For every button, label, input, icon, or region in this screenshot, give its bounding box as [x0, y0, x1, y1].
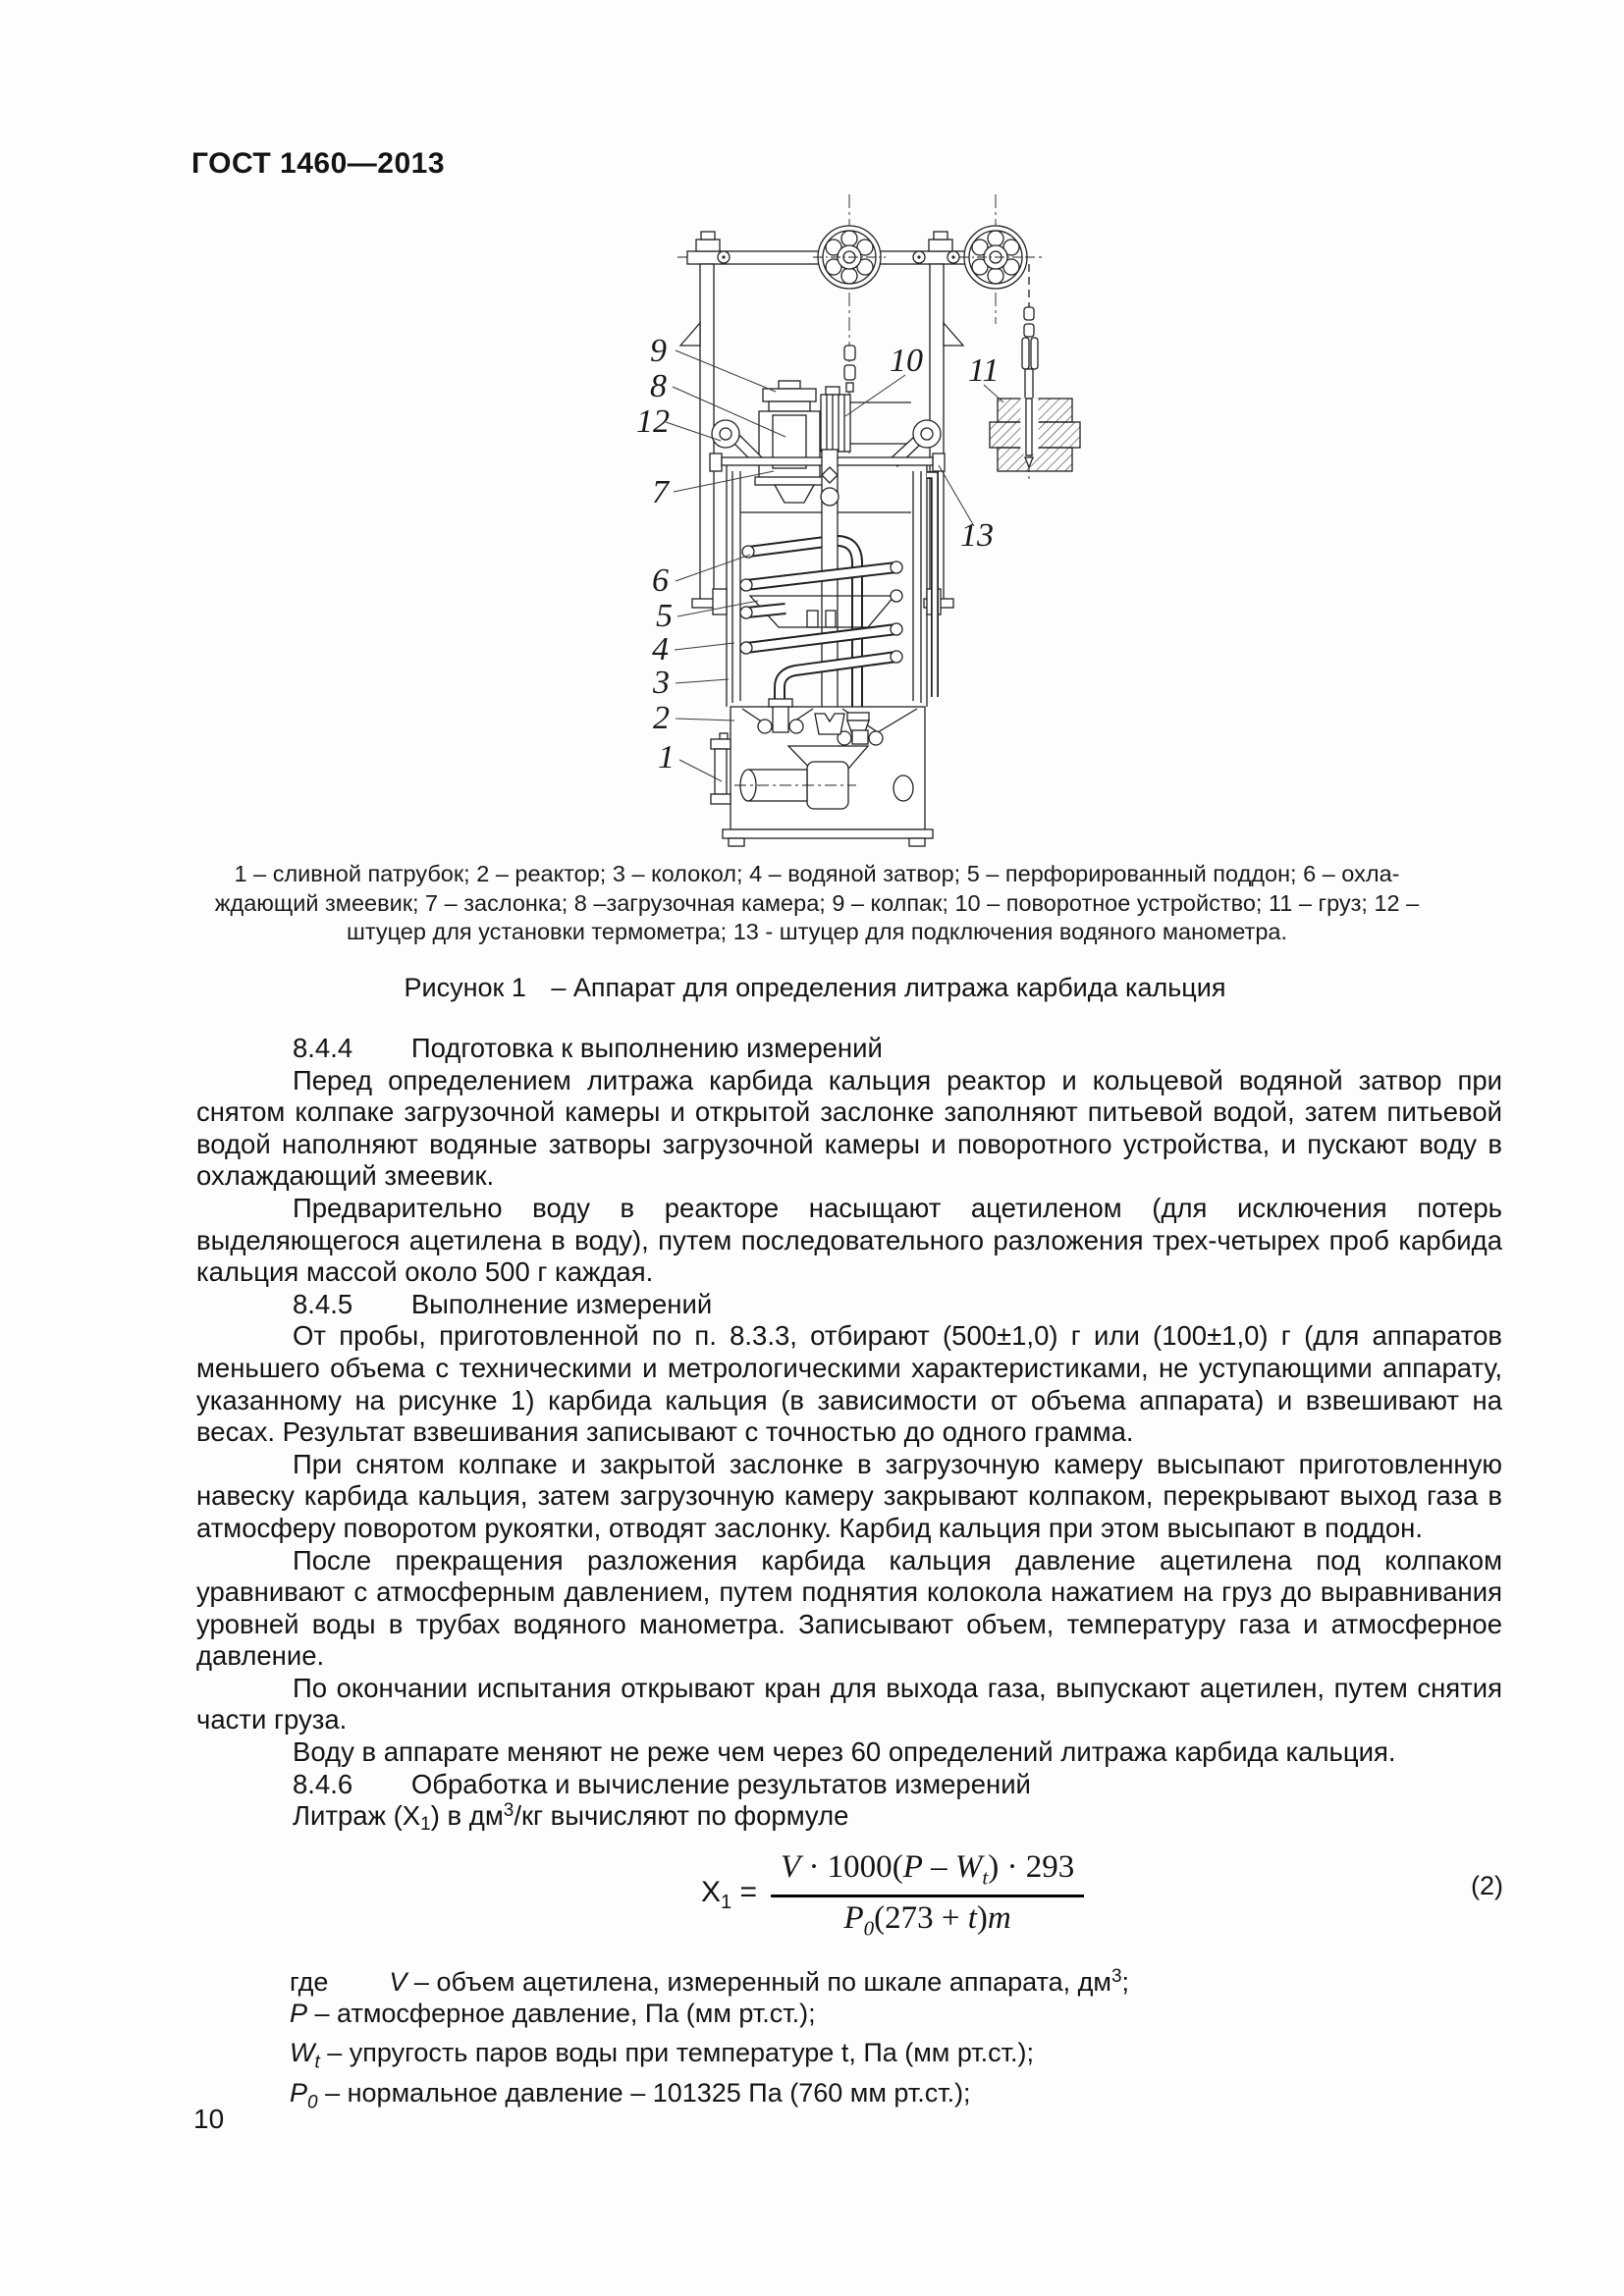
- part-label-10: 10: [890, 343, 923, 379]
- formula-numerator: $V \cdot 1000(P - W_t) \cdot 293$: [781, 1849, 1075, 1890]
- symbol-Wt: W: [290, 2038, 315, 2068]
- where-line: $P_0$ – нормальное давление – 101325 Па (760 мм рт.ст.);: [290, 2078, 971, 2113]
- symbol-P: P: [290, 1998, 308, 2028]
- section-number: 8.4.5: [293, 1288, 353, 1319]
- formula-intro: [196, 1800, 1502, 1836]
- section-number: 8.4.4: [293, 1033, 353, 1063]
- part-label-7: 7: [652, 474, 669, 510]
- part-label-3: 3: [653, 665, 670, 701]
- paragraph: Перед определением литража карбида кальция реактор и кольцевой водяной затвор при снятом колпаке загрузочной камеры и открытой заслонке заполняют питьевой водой, затем питьевой водой наполняют водяные затворы загрузочной камеры и поворотного устройства, и пускают воду в охлаждающий змеевик.: [196, 1064, 1502, 1192]
- pulley-left-icon: [813, 226, 886, 289]
- section-heading-844: [196, 1033, 1502, 1065]
- doc-code: ГОСТ 1460—2013: [191, 147, 446, 180]
- part-label-9: 9: [650, 333, 667, 369]
- formula-symbol: X: [701, 1876, 722, 1909]
- section-title: Выполнение измерений: [410, 1288, 713, 1319]
- section-heading-846: [196, 1769, 1502, 1801]
- body-text: [196, 1033, 1502, 1836]
- part-label-4: 4: [652, 631, 669, 667]
- where-label: где: [290, 1967, 329, 1997]
- paragraph: При снятом колпаке и закрытой заслонке в загрузочную камеру высыпают приготовленную навеску карбида кальция, затем загрузочную камеру закрывают колпаком, перекрывают выход газа в атмосферу поворотом рукоятки, отводят заслонку. Карбид кальция при этом высыпают в поддон.: [196, 1448, 1502, 1543]
- part-label-11: 11: [968, 352, 1000, 389]
- part-label-13: 13: [960, 517, 994, 554]
- formula-intro-text: Литраж (X: [293, 1800, 421, 1832]
- part-label-12: 12: [636, 403, 670, 440]
- part-label-6: 6: [652, 562, 669, 599]
- figure-title-label: Рисунок 1: [404, 973, 526, 1002]
- paragraph: От пробы, приготовленной по п. 8.3.3, отбирают (500±1,0) г или (100±1,0) г (для аппаратов меньшего объема с техническими и метрологическими характеристиками, не уступающими аппарату, указанному на рисунке 1) карбида кальция (в зависимости от объема аппарата) и взвешивают на весах. Результат взвешивания записывают с точностью до одного грамма.: [196, 1320, 1502, 1448]
- formula-intro-text: ) в дм: [430, 1800, 504, 1832]
- section-number: 8.4.6: [293, 1768, 353, 1799]
- superscript: 3: [503, 1800, 514, 1822]
- figure-diagram: [550, 137, 1178, 869]
- section-heading-845: [196, 1289, 1502, 1321]
- part-label-8: 8: [650, 368, 667, 404]
- subscript: 1: [721, 1892, 732, 1914]
- section-title: Подготовка к выполнению измерений: [410, 1033, 883, 1063]
- figure-caption: [130, 860, 1504, 947]
- equation-number: (2): [1471, 1871, 1503, 1900]
- paragraph: Предварительно воду в реакторе насыщают ацетиленом (для исключения потерь выделяющегося ацетилена в воду), путем последовательного разложения трех-четырех проб карбида кальция массой около 500 г каждая.: [196, 1192, 1502, 1288]
- symbol-P0: P: [290, 2078, 308, 2109]
- paragraph: После прекращения разложения карбида кальция давление ацетилена под колпаком уравнивают с атмосферным давлением, путем поднятия колокола нажатием на груз до выравнивания уровней воды в трубах водяного манометра. Записывают объем, температуру газа и атмосферное давление.: [196, 1544, 1502, 1672]
- figure-title: [137, 973, 1492, 1003]
- section-title: Обработка и вычисление результатов измерений: [410, 1768, 1031, 1799]
- figure-caption-line: ждающий змеевик; 7 – заслонка; 8 –загрузочная камера; 9 – колпак; 10 – поворотное устройство; 11 – груз; 12 –: [214, 889, 1420, 916]
- where-list: [290, 1967, 1129, 2118]
- subscript: 1: [420, 1814, 431, 1836]
- figure-caption-line: штуцер для установки термометра; 13 - штуцер для подключения водяного манометра.: [346, 919, 1287, 944]
- superscript: 3: [1110, 1966, 1122, 1987]
- where-line: $W_t$ – упругость паров воды при температуре t, Па (мм рт.ст.);: [290, 2038, 1035, 2073]
- paragraph: По окончании испытания открывают кран для выхода газа, выпускают ацетилен, путем снятия части груза.: [196, 1672, 1502, 1735]
- where-line: P – атмосферное давление, Па (мм рт.ст.);: [290, 1998, 816, 2028]
- part-label-5: 5: [656, 598, 673, 634]
- figure-title-text: – Аппарат для определения литража карбида кальция: [551, 973, 1226, 1002]
- formula-lhs: [701, 1876, 757, 1914]
- formula-fraction: [771, 1849, 1084, 1941]
- paragraph: Воду в аппарате меняют не реже чем через 60 определений литража карбида кальция.: [293, 1736, 1396, 1768]
- formula-2: [701, 1849, 1084, 1941]
- figure-caption-line: 1 – сливной патрубок; 2 – реактор; 3 – колокол; 4 – водяной затвор; 5 – перфорированный поддон; 6 – охла-: [234, 861, 1400, 886]
- pulley-right-icon: [959, 226, 1032, 289]
- formula-intro-text: /кг вычисляют по формуле: [514, 1800, 849, 1832]
- formula-denominator: $P_0(273 + t)m$: [771, 1895, 1084, 1942]
- equals-sign: =: [739, 1876, 758, 1909]
- part-label-2: 2: [653, 700, 670, 736]
- where-line: где V – объем ацетилена, измеренный по шкале аппарата, $дм^3$;: [290, 1966, 1130, 1997]
- part-label-1: 1: [658, 739, 675, 775]
- symbol-V: V: [389, 1967, 407, 1997]
- page-number: 10: [193, 2104, 225, 2134]
